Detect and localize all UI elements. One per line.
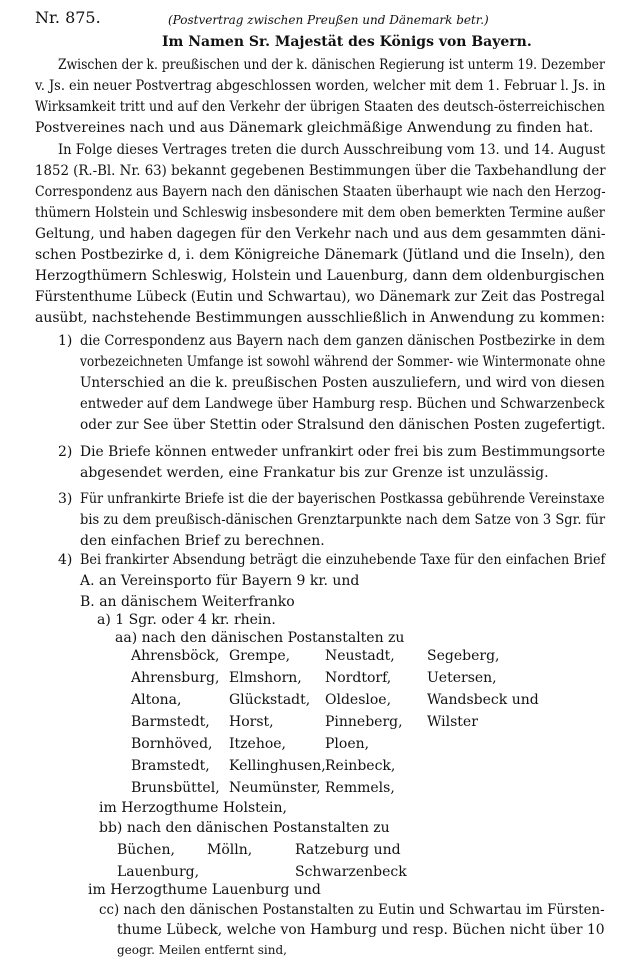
item-1-line: vorbezeichneten Umfange ist sowohl während der Sommer- wie Wintermonate ohne [80, 354, 606, 370]
town-cell: Uetersen, [427, 670, 497, 686]
town-cell: Oldesloe, [325, 692, 392, 708]
town-cell: Segeberg, [427, 648, 500, 664]
town-cell: Lauenburg, [117, 864, 200, 880]
item-3-number: 3) [58, 491, 73, 507]
item-1-line: oder zur See über Stettin oder Stralsund den dänischen Posten zugefertigt. [80, 417, 606, 433]
town-cell: Remmels, [325, 780, 395, 796]
town-cell: Wilster [427, 714, 478, 730]
aa-intro-line: aa) nach den dänischen Postanstalten zu [115, 630, 405, 646]
item-3-line: bis zu dem preußisch-dänischen Grenztarpunkte nach dem Satze von 3 Sgr. für [80, 512, 606, 528]
town-cell: Glückstadt, [229, 692, 311, 708]
item-3-line: den einfachen Brief zu berechnen. [80, 533, 325, 549]
holstein-line: im Herzogthume Holstein, [99, 800, 287, 816]
town-cell: Brunsbüttel, [131, 780, 220, 796]
item-3-line: Für unfrankirte Briefe ist die der bayerischen Postkassa gebührende Vereinstaxe [80, 491, 605, 507]
town-cell: Horst, [229, 714, 274, 730]
para1-line: Wirksamkeit tritt und auf den Verkehr der übrigen Staaten des deutsch-österreichischen [35, 99, 605, 115]
document-title: Im Namen Sr. Majestät des Königs von Bayern. [162, 34, 532, 50]
item-1-line: Unterschied an die k. preußischen Posten auszuliefern, und wird von diesen [80, 375, 605, 391]
item-1-line: entweder auf dem Landwege über Hamburg resp. Büchen und Schwarzenbeck [80, 396, 605, 412]
item-1-number: 1) [58, 333, 73, 349]
para2-line: thümern Holstein und Schleswig insbesondere mit dem oben bemerkten Termine außer [35, 205, 605, 221]
town-cell: Altona, [131, 692, 182, 708]
para1-line: Postvereines nach und aus Dänemark gleichmäßige Anwendung zu finden hat. [35, 120, 594, 136]
town-cell: Kellinghusen, [229, 758, 326, 774]
town-cell: Bramstedt, [131, 758, 210, 774]
town-cell: Itzehoe, [229, 736, 286, 752]
town-cell: Schwarzenbeck [295, 864, 407, 880]
town-cell: Neustadt, [325, 648, 395, 664]
town-cell: Neumünster, [229, 780, 321, 796]
para2-line: schen Postbezirke d, i. dem Königreiche Dänemark (Jütland und die Inseln), den [35, 247, 605, 263]
lauenburg-line: im Herzogthume Lauenburg und [88, 882, 321, 898]
para2-line: In Folge dieses Vertrages treten die durch Ausschreibung vom 13. und 14. August [58, 142, 606, 158]
para2-line: Correspondenz aus Bayern nach den dänischen Staaten überhaupt wie nach den Herzog- [35, 184, 606, 200]
town-cell: Büchen, [117, 842, 175, 858]
cc-line: cc) nach den dänischen Postanstalten zu Eutin und Schwartau im Fürsten- [99, 902, 605, 918]
town-cell: Ratzeburg und [295, 842, 401, 858]
town-cell: Pinneberg, [325, 714, 403, 730]
item-2-line: abgesendet werden, eine Frankatur bis zur Grenze ist unzulässig. [80, 465, 549, 481]
para2-line: Geltung, und haben dagegen für den Verkehr nach und aus dem gesammten däni- [35, 226, 606, 242]
town-cell: Barmstedt, [131, 714, 210, 730]
cc-line: thume Lübeck, welche von Hamburg und resp. Büchen nicht über 10 [117, 922, 605, 938]
town-cell: Elmshorn, [229, 670, 302, 686]
item-4-b-line: B. an dänischem Weiterfranko [80, 594, 295, 610]
item-4-number: 4) [58, 552, 73, 568]
rate-a-line: a) 1 Sgr. oder 4 kr. rhein. [97, 612, 276, 628]
cc-line: geogr. Meilen entfernt sind, [117, 943, 287, 957]
header-note: (Postvertrag zwischen Preußen und Dänemark betr.) [168, 13, 489, 27]
town-cell: Bornhöved, [131, 736, 213, 752]
town-cell: Mölln, [207, 842, 253, 858]
bb-intro-line: bb) nach den dänischen Postanstalten zu [99, 820, 390, 836]
town-cell: Wandsbeck und [427, 692, 539, 708]
para2-line: Herzogthümern Schleswig, Holstein und Lauenburg, dann dem oldenburgischen [35, 268, 605, 284]
para2-line: 1852 (R.-Bl. Nr. 63) bekannt gegebenen Bestimmungen über die Taxbehandlung der [35, 163, 606, 179]
para1-line: Zwischen der k. preußischen und der k. dänischen Regierung ist unterm 19. Dezember [58, 57, 605, 73]
item-2-line: Die Briefe können entweder unfrankirt oder frei bis zum Bestimmungsorte [80, 444, 606, 460]
item-4-line: Bei frankirter Absendung beträgt die einzuhebende Taxe für den einfachen Brief [80, 552, 606, 568]
para2-line: Fürstenthume Lübeck (Eutin und Schwartau), wo Dänemark zur Zeit das Postregal [35, 289, 605, 305]
document-number: Nr. 875. [35, 8, 101, 27]
town-cell: Grempe, [229, 648, 291, 664]
item-1-line: die Correspondenz aus Bayern nach dem ganzen dänischen Postbezirke in dem [80, 333, 606, 349]
town-cell: Ploen, [325, 736, 370, 752]
para2-line: ausübt, nachstehende Bestimmungen ausschließlich in Anwendung zu kommen: [35, 310, 606, 326]
item-4-a-line: A. an Vereinsporto für Bayern 9 kr. und [80, 573, 360, 589]
town-cell: Reinbeck, [325, 758, 396, 774]
town-cell: Ahrensburg, [131, 670, 220, 686]
town-cell: Ahrensböck, [131, 648, 220, 664]
para1-line: v. Js. ein neuer Postvertrag abgeschlossen worden, welcher mit dem 1. Februar l. Js. in [35, 78, 606, 94]
town-cell: Nordtorf, [325, 670, 392, 686]
item-2-number: 2) [58, 444, 73, 460]
